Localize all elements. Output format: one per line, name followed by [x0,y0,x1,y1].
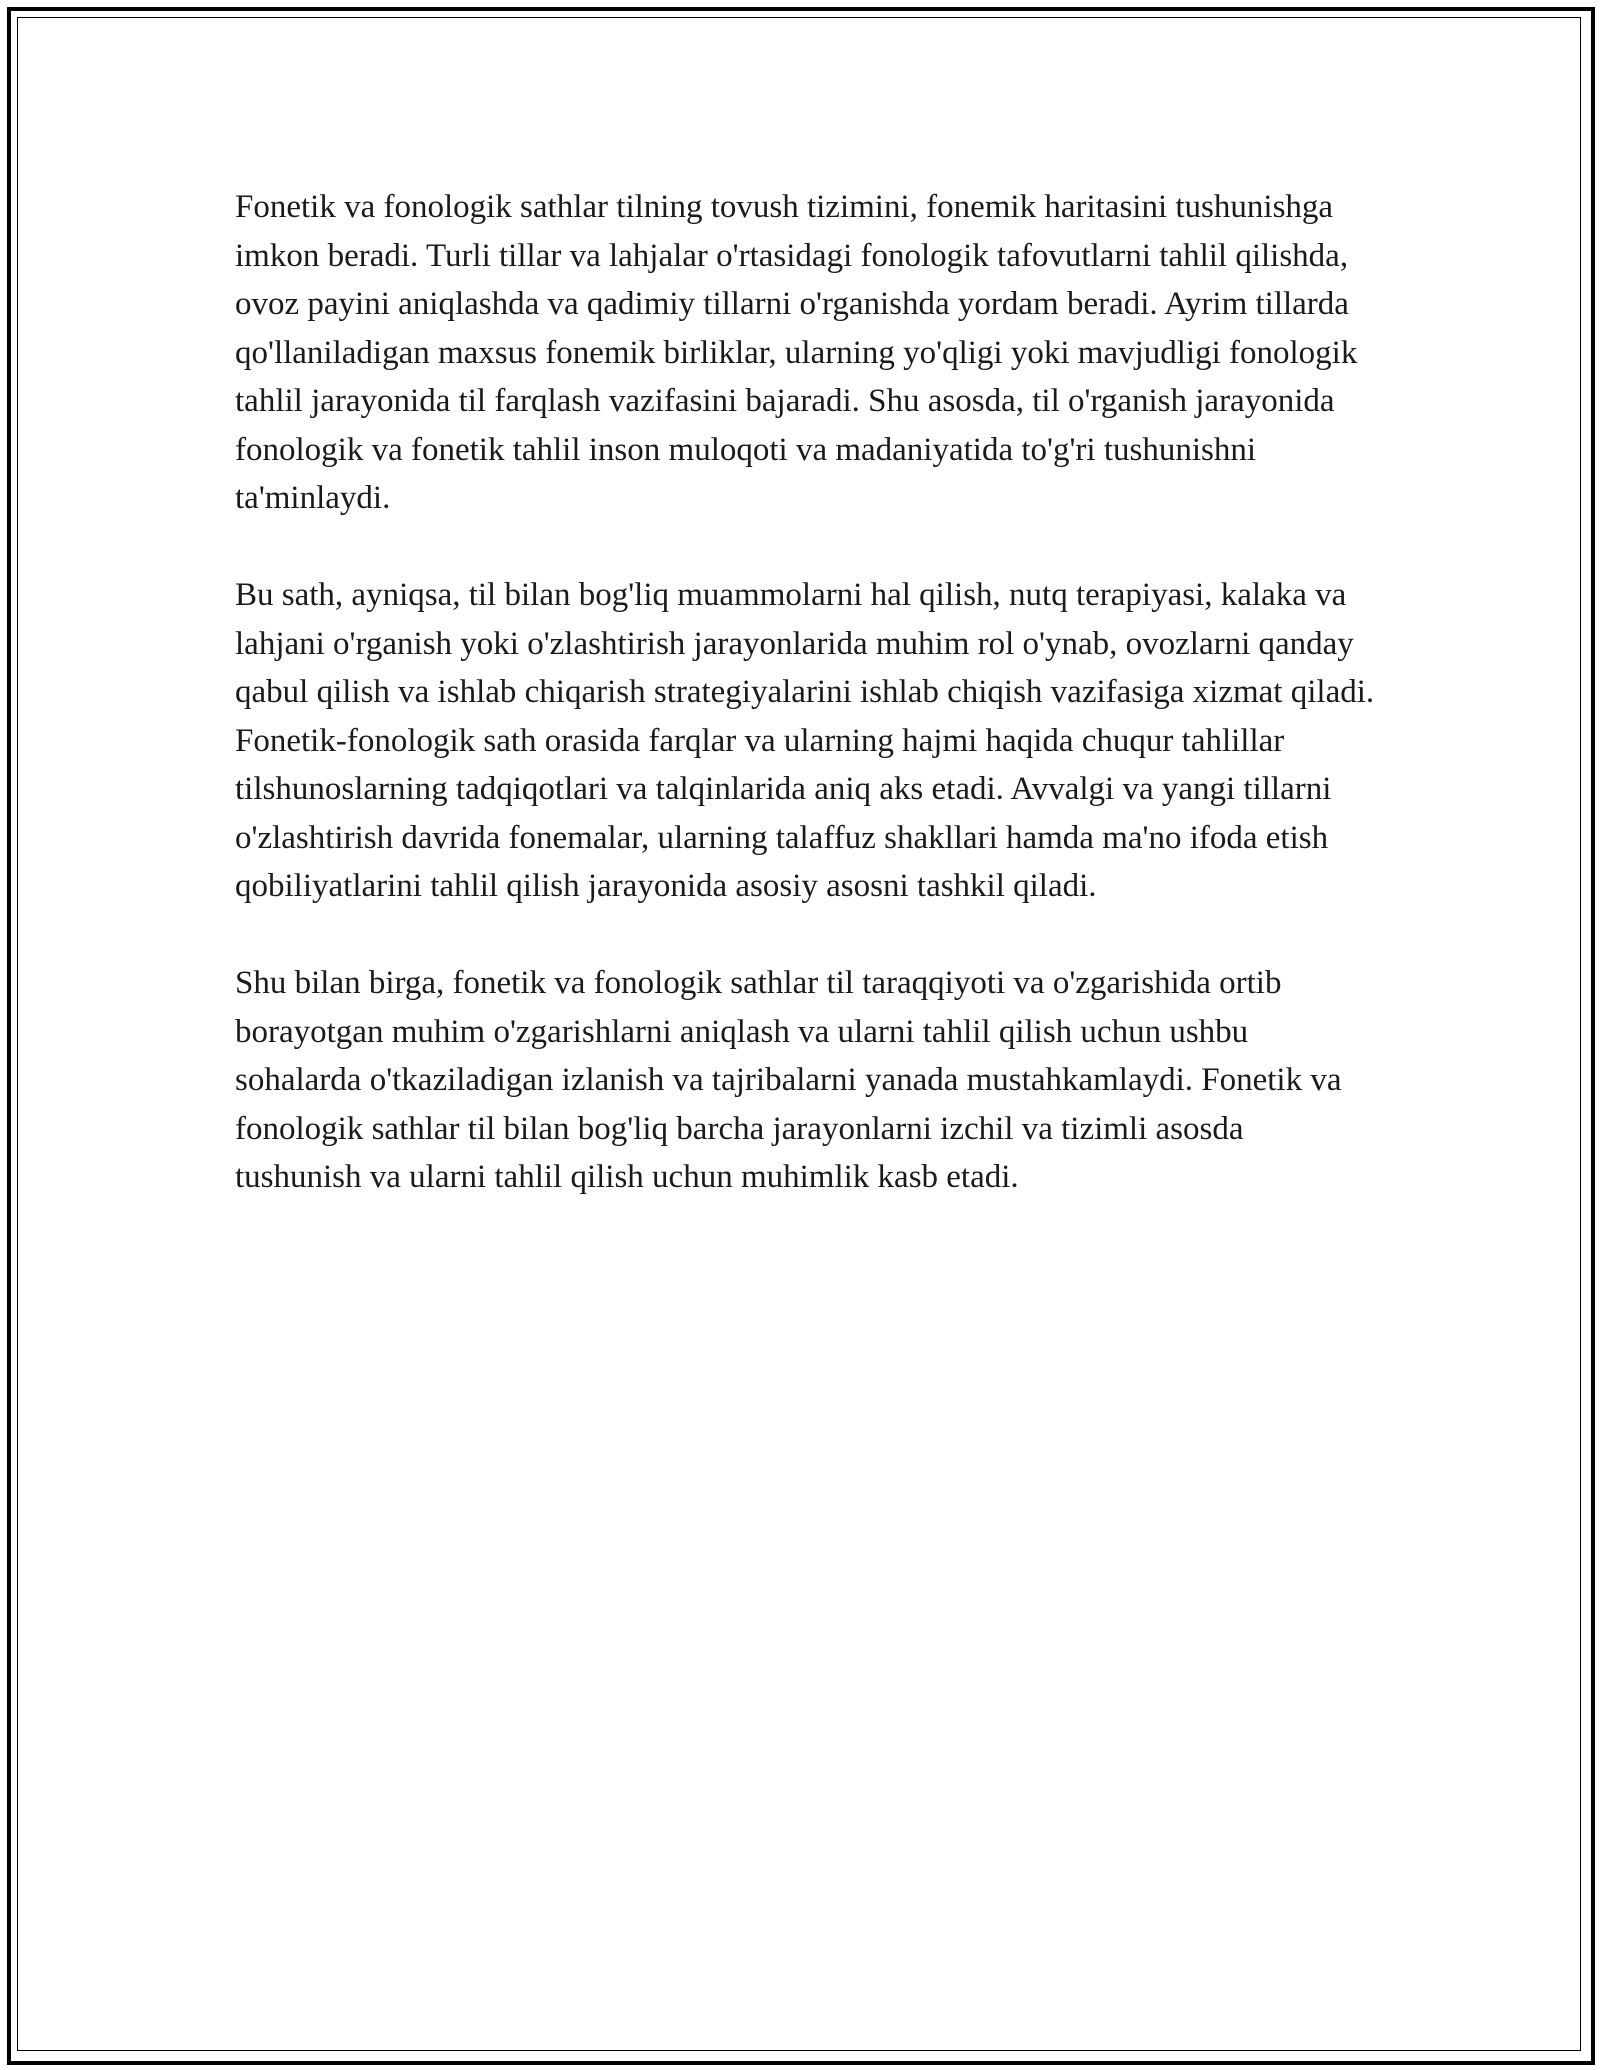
paragraph-2: Bu sath, ayniqsa, til bilan bog'liq muammolarni hal qilish, nutq terapiyasi, kalaka va lahjani o'rganish yoki o'zlashtirish jarayonlarida muhim rol o'ynab, ovozlarni qanday qabul qilish va ishlab chiqarish strategiyalarini ishlab chiqish vazifasiga xizmat qiladi. Fonetik-fonologik sath orasida farqlar va ularning hajmi haqida chuqur tahlillar tilshunoslarning tadqiqotlari va talqinlarida aniq aks etadi. Avvalgi va yangi tillarni o'zlashtirish davrida fonemalar, ularning talaffuz shakllari hamda ma'no ifoda etish qobiliyatlarini tahlil qilish jarayonida asosiy asosni tashkil qiladi. [235,577,1375,904]
document-body [235,183,1375,1250]
paragraph-1: Fonetik va fonologik sathlar tilning tovush tizimini, fonemik haritasini tushunishga imkon beradi. Turli tillar va lahjalar o'rtasidagi fonologik tafovutlarni tahlil qilishda, ovoz payini aniqlashda va qadimiy tillarni o'rganishda yordam beradi. Ayrim tillarda qo'llaniladigan maxsus fonemik birliklar, ularning yo'qligi yoki mavjudligi fonologik tahlil jarayonida til farqlash vazifasini bajaradi. Shu asosda, til o'rganish jarayonida fonologik va fonetik tahlil inson muloqoti va madaniyatida to'g'ri tushunishni ta'minlaydi. [235,189,1358,516]
paragraph-3: Shu bilan birga, fonetik va fonologik sathlar til taraqqiyoti va o'zgarishida ortib borayotgan muhim o'zgarishlarni aniqlash va ularni tahlil qilish uchun ushbu sohalarda o'tkaziladigan izlanish va tajribalarni yanada mustahkamlaydi. Fonetik va fonologik sathlar til bilan bog'liq barcha jarayonlarni izchil va tizimli asosda tushunish va ularni tahlil qilish uchun muhimlik kasb etadi. [235,965,1342,1195]
